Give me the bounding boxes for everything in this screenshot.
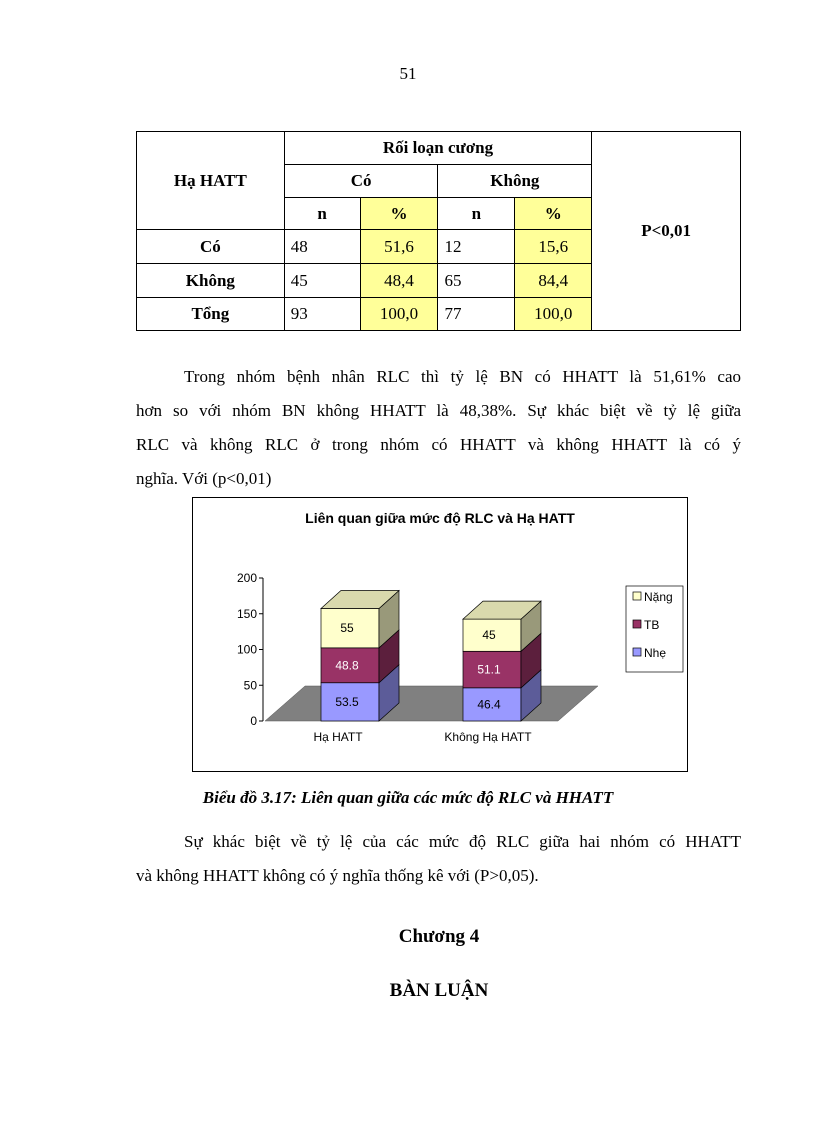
legend-swatch (633, 620, 641, 628)
cell-n1: 48 (284, 230, 360, 264)
chart-caption: Biểu đồ 3.17: Liên quan giữa các mức độ RLC và HHATT (202, 788, 614, 807)
chart-container (192, 497, 688, 772)
n-header: n (438, 198, 515, 230)
legend-swatch (633, 592, 641, 600)
cell-n1: 93 (284, 298, 360, 331)
legend-swatch (633, 648, 641, 656)
chapter-title: BÀN LUẬN (389, 980, 489, 1001)
row-header-label: Hạ HATT (137, 132, 285, 230)
paragraph-line: Trong nhóm bệnh nhân RLC thì tỷ lệ BN có HHATT là 51,61% cao (184, 367, 741, 386)
legend-label: TB (644, 618, 660, 632)
paragraph-line: và không HHATT không có ý nghĩa thống kê với (P>0,05). (136, 866, 539, 885)
group-header: Rối loạn cương (284, 132, 592, 165)
bar-value-label: 48.8 (335, 658, 359, 673)
bar-value-label: 46.4 (477, 697, 501, 712)
chart-floor (265, 686, 598, 721)
x-tick-label: Hạ HATT (313, 730, 363, 744)
paragraph-line: Sự khác biệt về tỷ lệ của các mức độ RLC giữa hai nhóm có HHATT (184, 832, 741, 851)
bar-value-label: 51.1 (477, 662, 501, 677)
row-label: Có (137, 230, 285, 264)
p-value: P<0,01 (592, 132, 741, 331)
paragraph-2 (136, 825, 741, 893)
cell-p2: 15,6 (515, 230, 592, 264)
x-tick-label: Không Hạ HATT (444, 730, 532, 744)
paragraph-line: hơn so với nhóm BN không HHATT là 48,38%. Sự khác biệt về tỷ lệ giữa (136, 401, 741, 420)
y-tick-label: 0 (250, 714, 257, 728)
pct-header: % (515, 198, 592, 230)
y-tick-label: 150 (236, 606, 257, 621)
bar-value-label: 55 (340, 621, 354, 636)
legend-label: Nặng (644, 590, 673, 604)
row-label: Tổng (137, 298, 285, 331)
data-table (136, 131, 741, 331)
chapter-number: Chương 4 (398, 926, 480, 947)
paragraph-line: RLC và không RLC ở trong nhóm có HHATT và không HHATT là có ý (136, 435, 741, 454)
col-header-khong: Không (438, 165, 592, 198)
cell-n1: 45 (284, 264, 360, 298)
bar-value-label: 53.5 (335, 694, 359, 709)
cell-n2: 65 (438, 264, 515, 298)
legend-label: Nhẹ (644, 646, 667, 660)
y-tick-label: 200 (236, 571, 257, 585)
n-header: n (284, 198, 360, 230)
cell-p1: 51,6 (360, 230, 438, 264)
y-tick-label: 100 (236, 642, 257, 657)
cell-p2: 84,4 (515, 264, 592, 298)
cell-p1: 100,0 (360, 298, 438, 331)
stacked-bar-chart (193, 498, 687, 771)
paragraph-1 (136, 360, 741, 496)
pct-header: % (360, 198, 438, 230)
cell-p2: 100,0 (515, 298, 592, 331)
chart-title: Liên quan giữa mức độ RLC và Hạ HATT (305, 510, 575, 526)
y-tick-label: 50 (243, 678, 257, 693)
cell-p1: 48,4 (360, 264, 438, 298)
page-number: 51 (399, 64, 417, 83)
row-label: Không (137, 264, 285, 298)
cell-n2: 77 (438, 298, 515, 331)
bar-value-label: 45 (482, 628, 496, 643)
col-header-co: Có (284, 165, 438, 198)
paragraph-line: nghĩa. Với (p<0,01) (136, 469, 272, 488)
cell-n2: 12 (438, 230, 515, 264)
